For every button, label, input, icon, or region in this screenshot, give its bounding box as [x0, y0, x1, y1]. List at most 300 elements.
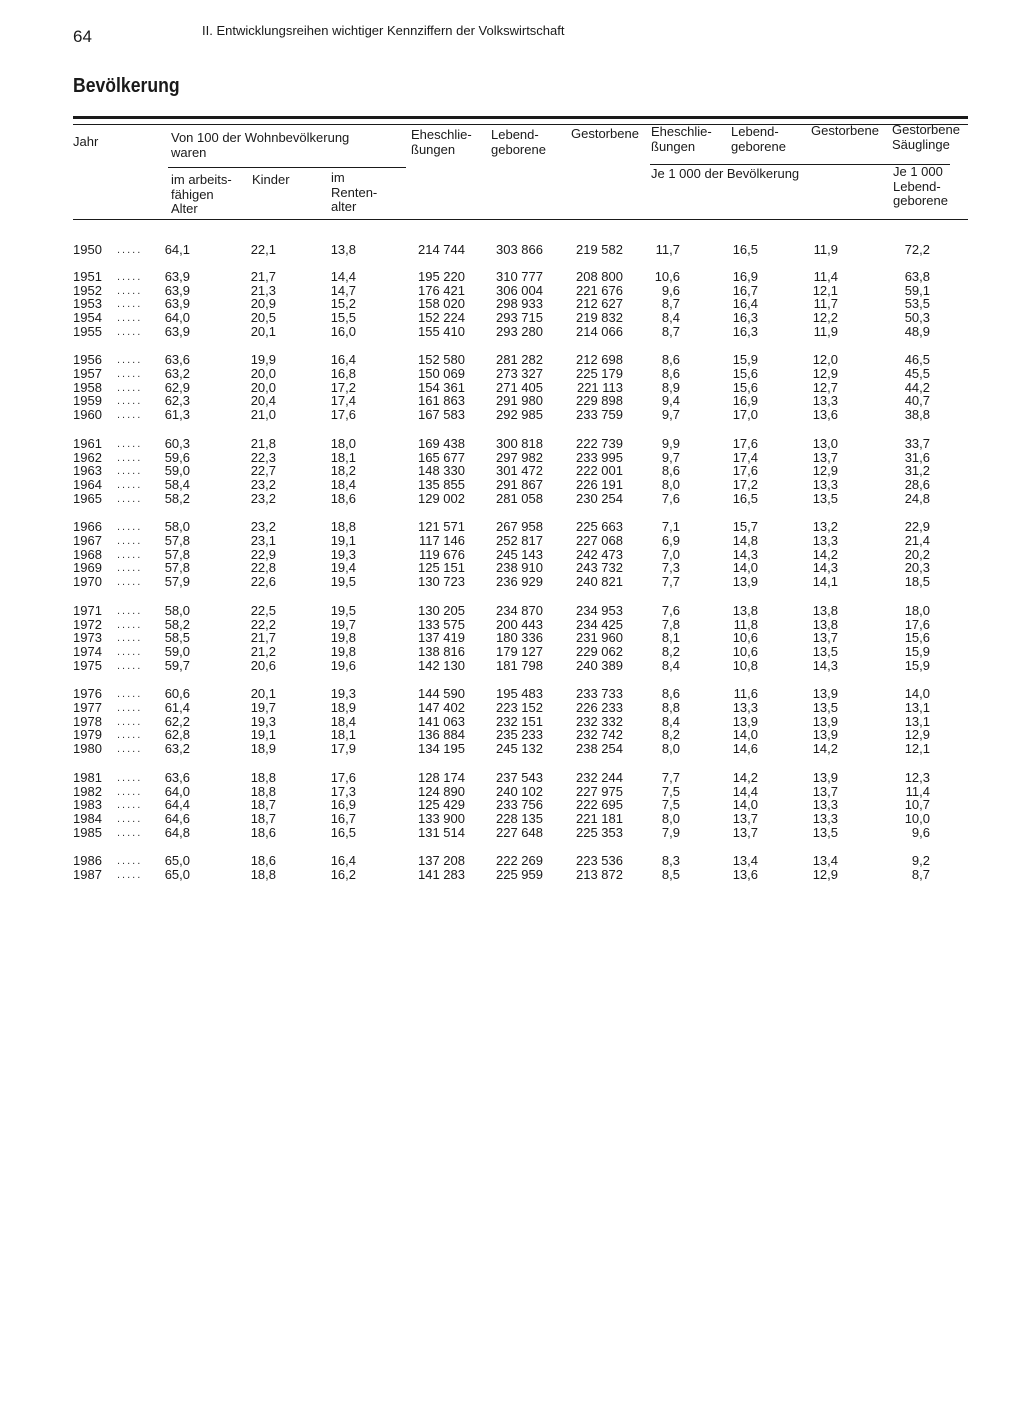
cell-renten: 17,4 [330, 393, 356, 409]
cell-ehe: 148 330 [418, 463, 465, 479]
cell-saeuglinge: 72,2 [904, 242, 930, 257]
cell-gest-rate: 14,1 [812, 574, 838, 590]
cell-year: 1967 [73, 533, 102, 548]
cell-saeuglinge: 9,6 [911, 824, 930, 840]
cell-kinder: 19,7 [250, 700, 276, 715]
cell-gest: 213 872 [576, 867, 623, 882]
cell-year: 1955 [73, 323, 102, 339]
cell-gest: 238 254 [576, 741, 623, 757]
cell-year: 1952 [73, 282, 102, 298]
cell-renten: 19,3 [330, 686, 356, 702]
cell-leb: 291 867 [496, 476, 543, 492]
cell-gest: 222 001 [576, 463, 623, 479]
cell-gest: 225 179 [576, 366, 623, 381]
page-title: Bevölkerung [73, 75, 180, 97]
cell-renten: 14,7 [330, 282, 356, 298]
cell-year: 1984 [73, 810, 102, 826]
cell-year: 1974 [73, 643, 102, 659]
cell-ehe-rate: 7,5 [661, 797, 680, 813]
cell-kinder: 22,6 [250, 574, 276, 590]
cell-gest: 232 742 [576, 727, 623, 743]
cell-gest: 232 244 [576, 769, 623, 785]
cell-arbeit: 64,4 [164, 797, 190, 813]
cell-leb: 227 648 [496, 824, 543, 840]
cell-ehe-rate: 7,5 [661, 783, 680, 799]
cell-ehe: 134 195 [418, 741, 465, 757]
cell-gest-rate: 11,9 [813, 242, 838, 257]
cell-ehe: 135 855 [418, 476, 465, 492]
header-rentenalter: im Renten- alter [331, 170, 378, 214]
cell-year: 1971 [73, 602, 102, 618]
cell-ehe-rate: 8,7 [661, 323, 680, 339]
cell-year: 1985 [73, 824, 102, 840]
cell-arbeit: 59,0 [164, 643, 190, 659]
cell-leb-rate: 13,7 [732, 824, 758, 840]
cell-gest-rate: 13,7 [812, 630, 838, 646]
cell-year: 1956 [73, 352, 102, 368]
cell-gest-rate: 13,9 [812, 769, 838, 785]
cell-year: 1968 [73, 546, 102, 562]
cell-renten: 19,7 [330, 616, 356, 632]
cell-gest-rate: 13,5 [812, 700, 838, 715]
cell-kinder: 21,7 [250, 630, 276, 646]
cell-saeuglinge: 31,6 [904, 449, 930, 465]
cell-year: 1962 [73, 449, 102, 465]
cell-renten: 19,8 [330, 630, 356, 646]
cell-gest-rate: 14,3 [812, 560, 838, 576]
header-arbeitsfaehig: im arbeits- fähigen Alter [171, 172, 232, 216]
cell-leb-rate: 13,6 [732, 867, 758, 882]
cell-ehe: 138 816 [418, 643, 465, 659]
cell-gest: 233 995 [576, 449, 623, 465]
cell-gest: 221 676 [576, 282, 623, 298]
cell-saeuglinge: 63,8 [904, 268, 930, 284]
leader-dots: ..... [117, 492, 143, 505]
cell-leb: 310 777 [496, 268, 543, 284]
cell-year: 1950 [73, 242, 102, 257]
cell-kinder: 20,4 [250, 393, 276, 409]
cell-year: 1983 [73, 797, 102, 813]
cell-leb-rate: 14,8 [732, 533, 758, 548]
cell-renten: 18,4 [330, 476, 356, 492]
cell-leb-rate: 15,6 [732, 379, 758, 395]
leader-dots: ..... [117, 562, 143, 575]
cell-gest-rate: 13,7 [812, 783, 838, 799]
cell-year: 1951 [73, 268, 102, 284]
cell-ehe: 144 590 [418, 686, 465, 702]
cell-leb: 180 336 [496, 630, 543, 646]
leader-dots: ..... [117, 771, 143, 784]
cell-leb-rate: 14,6 [732, 741, 758, 757]
cell-leb-rate: 17,6 [732, 435, 758, 451]
cell-year: 1964 [73, 476, 102, 492]
cell-kinder: 20,1 [250, 686, 276, 702]
cell-leb-rate: 13,7 [732, 810, 758, 826]
cell-gest: 226 191 [576, 476, 623, 492]
cell-kinder: 23,2 [250, 490, 276, 506]
cell-leb-rate: 13,8 [732, 602, 758, 618]
cell-ehe-rate: 9,7 [661, 407, 680, 423]
cell-gest: 227 068 [576, 533, 623, 548]
cell-gest-rate: 12,9 [812, 463, 838, 479]
cell-saeuglinge: 9,2 [911, 853, 930, 869]
cell-arbeit: 58,0 [164, 519, 190, 535]
cell-ehe: 147 402 [418, 700, 465, 715]
cell-kinder: 22,9 [250, 546, 276, 562]
cell-ehe-rate: 11,7 [655, 242, 680, 257]
cell-leb-rate: 13,9 [732, 574, 758, 590]
cell-ehe: 119 676 [418, 546, 465, 562]
cell-leb: 181 798 [496, 657, 543, 673]
leader-dots: ..... [117, 381, 143, 394]
cell-kinder: 23,2 [250, 519, 276, 535]
cell-ehe-rate: 8,0 [661, 741, 680, 757]
cell-saeuglinge: 28,6 [904, 476, 930, 492]
cell-gest-rate: 13,3 [812, 810, 838, 826]
cell-arbeit: 64,6 [164, 810, 190, 826]
cell-kinder: 18,9 [250, 741, 276, 757]
leader-dots: ..... [117, 368, 143, 380]
cell-leb-rate: 13,4 [732, 853, 758, 869]
cell-kinder: 22,8 [250, 560, 276, 576]
cell-gest: 232 332 [576, 713, 623, 729]
leader-dots: ..... [117, 688, 143, 701]
cell-gest-rate: 13,2 [812, 519, 838, 535]
cell-gest: 222 695 [576, 797, 623, 813]
cell-renten: 16,5 [330, 824, 356, 840]
cell-saeuglinge: 33,7 [904, 435, 930, 451]
cell-renten: 17,6 [330, 769, 356, 785]
leader-dots: ..... [117, 715, 143, 728]
cell-leb-rate: 15,7 [732, 519, 758, 535]
leader-dots: ..... [117, 799, 143, 812]
cell-ehe-rate: 9,7 [661, 449, 680, 465]
cell-leb: 245 143 [496, 546, 543, 562]
cell-leb: 281 058 [496, 490, 543, 506]
cell-year: 1980 [73, 741, 102, 757]
leader-dots: ..... [117, 702, 143, 714]
cell-year: 1977 [73, 700, 102, 715]
leader-dots: ..... [117, 465, 143, 478]
cell-saeuglinge: 59,1 [904, 282, 930, 298]
cell-arbeit: 62,9 [164, 379, 190, 395]
leader-dots: ..... [117, 826, 143, 839]
page-number: 64 [73, 27, 92, 46]
cell-gest-rate: 13,5 [812, 643, 838, 659]
leader-dots: ..... [117, 743, 143, 756]
cell-kinder: 21,8 [250, 435, 276, 451]
table-top-rule [73, 116, 968, 119]
cell-gest: 234 425 [576, 616, 623, 632]
cell-kinder: 19,3 [250, 713, 276, 729]
leader-dots: ..... [117, 785, 143, 798]
cell-leb: 281 282 [496, 352, 543, 368]
running-header: II. Entwicklungsreihen wichtiger Kennziffern der Volkswirtschaft [202, 23, 565, 38]
cell-renten: 18,0 [330, 435, 356, 451]
cell-gest-rate: 13,3 [812, 797, 838, 813]
cell-year: 1965 [73, 490, 102, 506]
cell-gest-rate: 11,9 [813, 323, 838, 339]
cell-arbeit: 58,4 [164, 476, 190, 492]
cell-gest-rate: 12,7 [812, 379, 838, 395]
cell-gest-rate: 14,2 [812, 741, 838, 757]
cell-gest-rate: 13,9 [812, 686, 838, 702]
cell-arbeit: 63,9 [164, 268, 190, 284]
cell-arbeit: 57,8 [164, 533, 190, 548]
cell-year: 1953 [73, 296, 102, 312]
leader-dots: ..... [117, 395, 143, 408]
cell-kinder: 20,0 [250, 366, 276, 381]
leader-dots: ..... [117, 548, 143, 561]
cell-arbeit: 60,6 [164, 686, 190, 702]
cell-ehe: 214 744 [418, 242, 465, 257]
cell-leb-rate: 16,4 [732, 296, 758, 312]
leader-dots: ..... [117, 632, 143, 645]
cell-gest-rate: 14,2 [812, 546, 838, 562]
cell-gest: 231 960 [576, 630, 623, 646]
cell-renten: 19,8 [330, 643, 356, 659]
cell-leb: 235 233 [496, 727, 543, 743]
cell-saeuglinge: 12,1 [904, 741, 930, 757]
leader-dots: ..... [117, 284, 143, 297]
cell-kinder: 21,7 [250, 268, 276, 284]
cell-renten: 19,4 [330, 560, 356, 576]
cell-gest: 234 953 [576, 602, 623, 618]
cell-gest: 225 663 [576, 519, 623, 535]
cell-renten: 18,1 [330, 727, 356, 743]
cell-gest-rate: 13,6 [812, 407, 838, 423]
cell-kinder: 18,7 [250, 797, 276, 813]
cell-kinder: 20,5 [250, 309, 276, 325]
cell-ehe: 142 130 [418, 657, 465, 673]
cell-renten: 19,5 [330, 602, 356, 618]
cell-ehe-rate: 8,2 [661, 643, 680, 659]
cell-gest: 233 733 [576, 686, 623, 702]
cell-kinder: 22,5 [250, 602, 276, 618]
cell-leb: 233 756 [496, 797, 543, 813]
leader-dots: ..... [117, 298, 143, 311]
cell-ehe-rate: 8,8 [661, 700, 680, 715]
cell-ehe: 161 863 [418, 393, 465, 409]
header-gestorbene-saeuglinge: Gestorbene Säuglinge [892, 122, 960, 152]
cell-ehe-rate: 8,6 [661, 352, 680, 368]
cell-ehe: 128 174 [418, 769, 465, 785]
cell-arbeit: 59,6 [164, 449, 190, 465]
cell-kinder: 21,3 [250, 282, 276, 298]
wohnbev-underline [168, 167, 406, 168]
cell-ehe-rate: 8,9 [661, 379, 680, 395]
cell-year: 1966 [73, 519, 102, 535]
cell-gest: 212 627 [576, 296, 623, 312]
cell-renten: 14,4 [330, 268, 356, 284]
cell-leb: 245 132 [496, 741, 543, 757]
cell-renten: 18,2 [330, 463, 356, 479]
header-je-1000-bevoelkerung: Je 1 000 der Bevölkerung [651, 166, 800, 181]
cell-leb: 271 405 [496, 379, 543, 395]
cell-gest-rate: 13,8 [812, 616, 838, 632]
cell-kinder: 19,9 [250, 352, 276, 368]
cell-kinder: 18,8 [250, 867, 276, 882]
cell-saeuglinge: 48,9 [904, 323, 930, 339]
cell-leb: 234 870 [496, 602, 543, 618]
cell-saeuglinge: 12,9 [904, 727, 930, 743]
cell-gest-rate: 12,1 [812, 282, 838, 298]
cell-year: 1986 [73, 853, 102, 869]
cell-ehe: 158 020 [418, 296, 465, 312]
cell-ehe-rate: 8,7 [661, 296, 680, 312]
cell-leb: 222 269 [496, 853, 543, 869]
cell-ehe: 125 429 [418, 797, 465, 813]
cell-renten: 18,1 [330, 449, 356, 465]
cell-gest: 221 181 [576, 810, 623, 826]
cell-gest: 229 062 [576, 643, 623, 659]
cell-saeuglinge: 24,8 [904, 490, 930, 506]
cell-leb: 200 443 [496, 616, 543, 632]
cell-kinder: 20,9 [250, 296, 276, 312]
cell-renten: 16,2 [330, 867, 356, 882]
cell-ehe: 195 220 [418, 268, 465, 284]
cell-arbeit: 63,2 [164, 366, 190, 381]
cell-ehe: 130 723 [418, 574, 465, 590]
cell-arbeit: 58,2 [164, 490, 190, 506]
cell-leb-rate: 16,3 [732, 309, 758, 325]
cell-saeuglinge: 18,5 [904, 574, 930, 590]
cell-gest: 222 739 [576, 435, 623, 451]
cell-gest: 240 821 [576, 574, 623, 590]
cell-arbeit: 63,9 [164, 282, 190, 298]
cell-saeuglinge: 40,7 [904, 393, 930, 409]
cell-kinder: 18,8 [250, 783, 276, 799]
cell-renten: 19,3 [330, 546, 356, 562]
cell-leb: 179 127 [496, 643, 543, 659]
cell-year: 1969 [73, 560, 102, 576]
cell-gest: 240 389 [576, 657, 623, 673]
cell-leb: 267 958 [496, 519, 543, 535]
cell-gest-rate: 12,9 [812, 867, 838, 882]
cell-year: 1954 [73, 309, 102, 325]
cell-arbeit: 62,2 [164, 713, 190, 729]
cell-leb: 223 152 [496, 700, 543, 715]
cell-year: 1973 [73, 630, 102, 646]
cell-ehe-rate: 8,1 [661, 630, 680, 646]
cell-gest: 243 732 [576, 560, 623, 576]
cell-ehe-rate: 7,9 [661, 824, 680, 840]
cell-renten: 19,1 [330, 533, 356, 548]
cell-ehe: 167 583 [418, 407, 465, 423]
cell-gest-rate: 13,4 [812, 853, 838, 869]
cell-year: 1982 [73, 783, 102, 799]
leader-dots: ..... [117, 409, 143, 422]
cell-ehe-rate: 10,6 [654, 268, 680, 284]
cell-ehe: 117 146 [418, 533, 465, 548]
cell-ehe-rate: 8,4 [661, 309, 680, 325]
cell-leb-rate: 11,6 [733, 686, 758, 702]
cell-ehe-rate: 7,0 [661, 546, 680, 562]
cell-gest: 229 898 [576, 393, 623, 409]
cell-kinder: 23,2 [250, 476, 276, 492]
leader-dots: ..... [117, 451, 143, 464]
cell-gest-rate: 12,0 [812, 352, 838, 368]
cell-leb-rate: 14,0 [732, 560, 758, 576]
cell-saeuglinge: 13,1 [904, 700, 930, 715]
cell-year: 1976 [73, 686, 102, 702]
cell-saeuglinge: 18,0 [904, 602, 930, 618]
cell-leb: 225 959 [496, 867, 543, 882]
cell-saeuglinge: 10,7 [904, 797, 930, 813]
cell-leb: 273 327 [496, 366, 543, 381]
cell-ehe: 133 575 [418, 616, 465, 632]
cell-leb: 238 910 [496, 560, 543, 576]
cell-arbeit: 63,9 [164, 296, 190, 312]
cell-renten: 17,2 [330, 379, 356, 395]
cell-saeuglinge: 15,9 [904, 657, 930, 673]
cell-ehe: 137 208 [418, 853, 465, 869]
cell-year: 1959 [73, 393, 102, 409]
cell-ehe-rate: 8,4 [661, 713, 680, 729]
cell-ehe: 152 224 [418, 309, 465, 325]
cell-leb-rate: 16,5 [732, 490, 758, 506]
cell-kinder: 20,1 [250, 323, 276, 339]
cell-arbeit: 63,2 [164, 741, 190, 757]
cell-leb: 297 982 [496, 449, 543, 465]
cell-leb-rate: 16,3 [732, 323, 758, 339]
cell-leb-rate: 14,3 [732, 546, 758, 562]
cell-ehe-rate: 7,7 [661, 574, 680, 590]
cell-renten: 16,0 [330, 323, 356, 339]
cell-ehe-rate: 7,6 [661, 490, 680, 506]
cell-ehe-rate: 8,6 [661, 463, 680, 479]
cell-arbeit: 64,1 [164, 242, 190, 257]
cell-arbeit: 58,2 [164, 616, 190, 632]
cell-saeuglinge: 11,4 [905, 783, 930, 799]
leader-dots: ..... [117, 244, 143, 256]
cell-saeuglinge: 38,8 [904, 407, 930, 423]
cell-arbeit: 58,0 [164, 602, 190, 618]
cell-kinder: 18,7 [250, 810, 276, 826]
cell-leb-rate: 10,8 [732, 657, 758, 673]
cell-ehe-rate: 8,6 [661, 686, 680, 702]
cell-leb-rate: 14,0 [732, 797, 758, 813]
leader-dots: ..... [117, 869, 143, 881]
cell-kinder: 20,6 [250, 657, 276, 673]
cell-saeuglinge: 46,5 [904, 352, 930, 368]
header-kinder: Kinder [252, 172, 290, 187]
cell-kinder: 18,8 [250, 769, 276, 785]
cell-ehe-rate: 8,6 [661, 366, 680, 381]
cell-gest: 223 536 [576, 853, 623, 869]
leader-dots: ..... [117, 729, 143, 742]
cell-arbeit: 63,6 [164, 769, 190, 785]
cell-ehe-rate: 8,4 [661, 657, 680, 673]
cell-year: 1978 [73, 713, 102, 729]
cell-renten: 17,6 [330, 407, 356, 423]
cell-ehe: 137 419 [418, 630, 465, 646]
cell-gest-rate: 13,3 [812, 393, 838, 409]
cell-saeuglinge: 15,6 [904, 630, 930, 646]
cell-year: 1979 [73, 727, 102, 743]
cell-leb: 228 135 [496, 810, 543, 826]
cell-ehe-rate: 8,0 [661, 810, 680, 826]
cell-leb-rate: 16,9 [732, 268, 758, 284]
cell-arbeit: 57,9 [164, 574, 190, 590]
cell-leb: 236 929 [496, 574, 543, 590]
cell-ehe-rate: 9,4 [661, 393, 680, 409]
cell-leb: 195 483 [496, 686, 543, 702]
cell-gest-rate: 13,9 [812, 727, 838, 743]
cell-gest: 219 582 [576, 242, 623, 257]
cell-renten: 19,6 [330, 657, 356, 673]
cell-ehe-rate: 8,2 [661, 727, 680, 743]
